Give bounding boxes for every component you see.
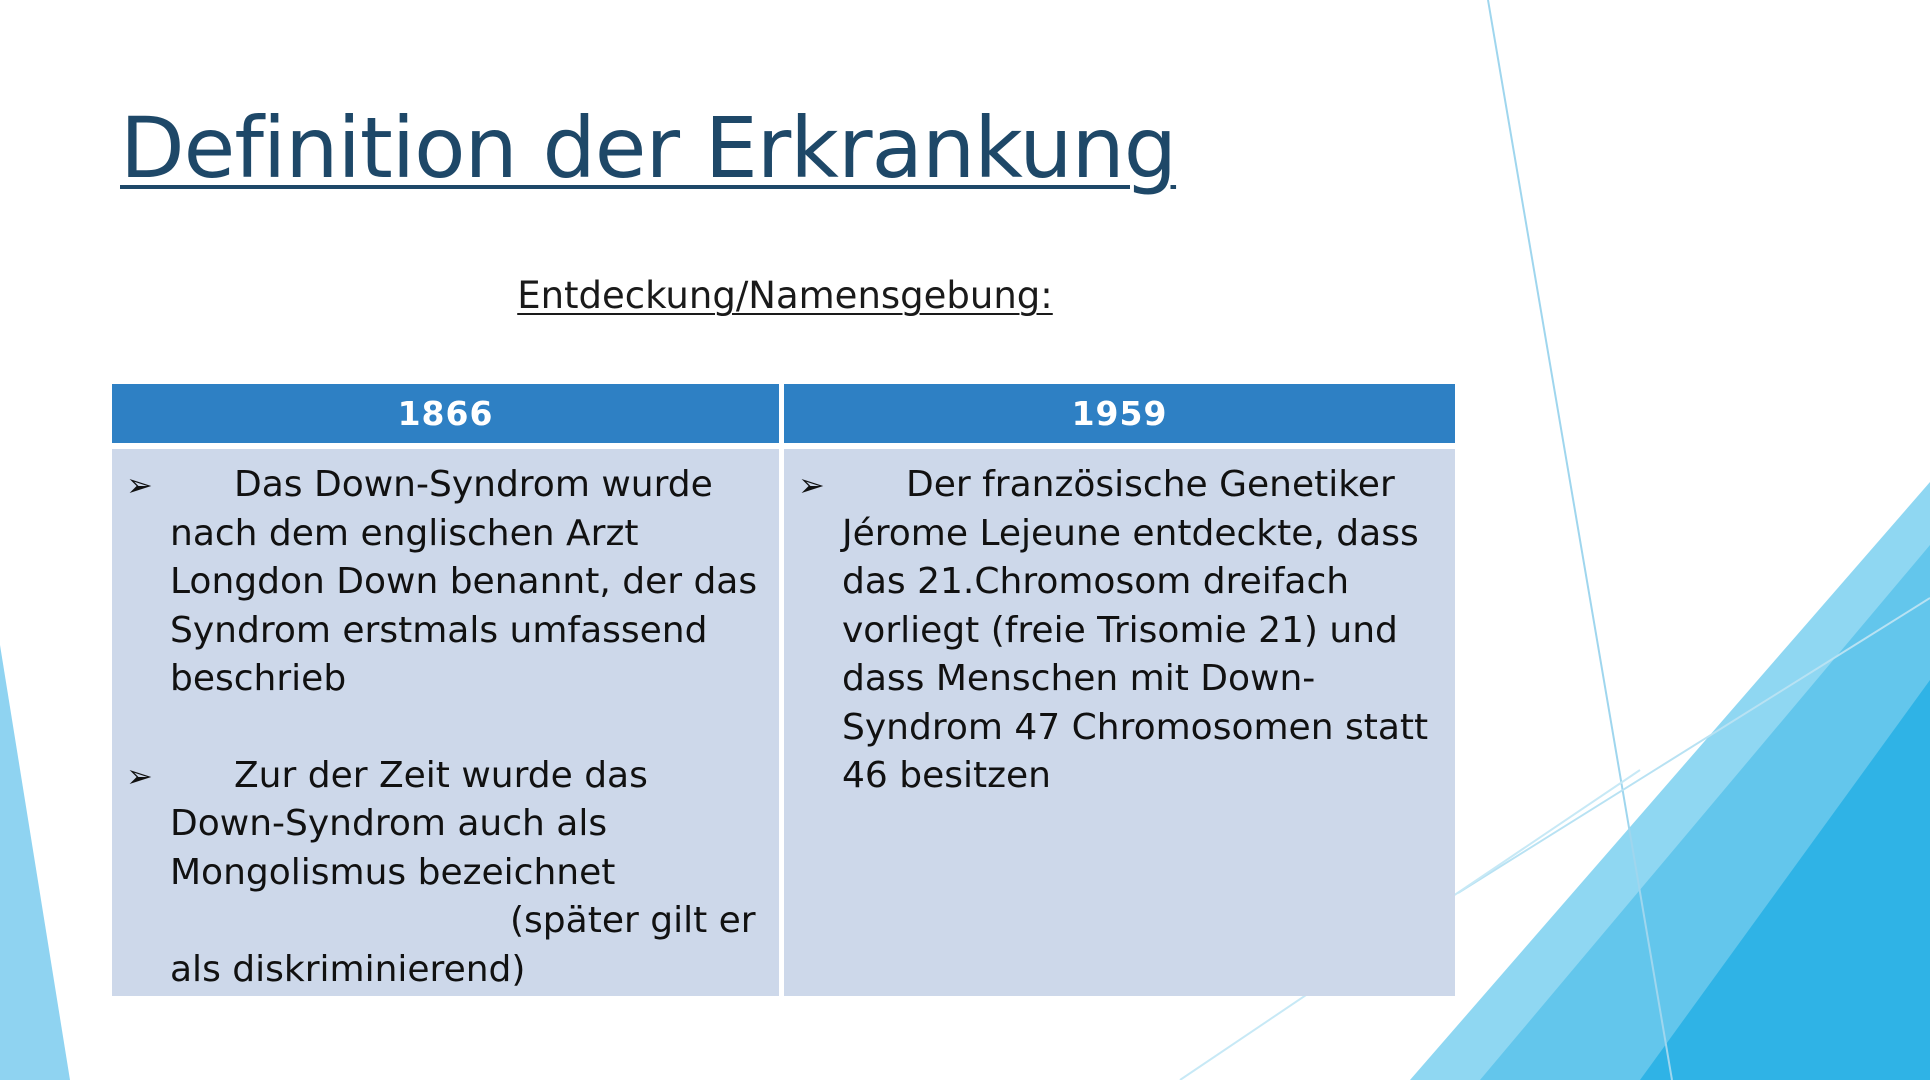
text-line: beschrieb bbox=[170, 658, 347, 699]
text-line: (später gilt er bbox=[510, 900, 756, 941]
header-1959: 1959 bbox=[784, 384, 1455, 443]
text-line: das 21.Chromosom dreifach bbox=[842, 561, 1350, 602]
header-1866: 1866 bbox=[112, 384, 779, 443]
text-line: Mongolismus bezeichnet bbox=[170, 851, 616, 893]
slide-subtitle: Entdeckung/Namensgebung: bbox=[517, 274, 1053, 317]
cell-1959 bbox=[784, 449, 1455, 996]
bullet-arrow-icon: ➢ bbox=[126, 756, 153, 795]
bullet-item-naming bbox=[126, 461, 765, 704]
text-line: Der französische Genetiker bbox=[906, 464, 1395, 505]
bullet-arrow-icon: ➢ bbox=[126, 466, 153, 504]
bullet-item-mongolism bbox=[126, 752, 765, 995]
slide-title: Definition der Erkrankung bbox=[120, 99, 1177, 197]
text-line: Zur der Zeit wurde das bbox=[234, 754, 648, 796]
text-line: Jérome Lejeune entdeckte, dass bbox=[842, 512, 1419, 554]
text-line: als diskriminierend) bbox=[170, 948, 526, 990]
left-accent-shape bbox=[0, 645, 70, 1080]
text-line: Syndrom erstmals umfassend bbox=[170, 609, 708, 651]
comparison-table bbox=[112, 384, 1455, 996]
bullet-item-lejeune bbox=[798, 461, 1441, 801]
text-line: Syndrom 47 Chromosomen statt bbox=[842, 706, 1429, 748]
text-line: nach dem englischen Arzt bbox=[170, 512, 639, 554]
text-line: dass Menschen mit Down- bbox=[842, 658, 1316, 699]
text-line: Longdon Down benannt, der das bbox=[170, 561, 758, 602]
text-line: Das Down-Syndrom wurde bbox=[234, 464, 713, 505]
cell-1866 bbox=[112, 449, 779, 996]
text-line: 46 besitzen bbox=[842, 755, 1051, 796]
text-line: vorliegt (freie Trisomie 21) und bbox=[842, 609, 1398, 651]
bullet-arrow-icon: ➢ bbox=[798, 466, 825, 504]
text-line: Down-Syndrom auch als bbox=[170, 803, 608, 844]
